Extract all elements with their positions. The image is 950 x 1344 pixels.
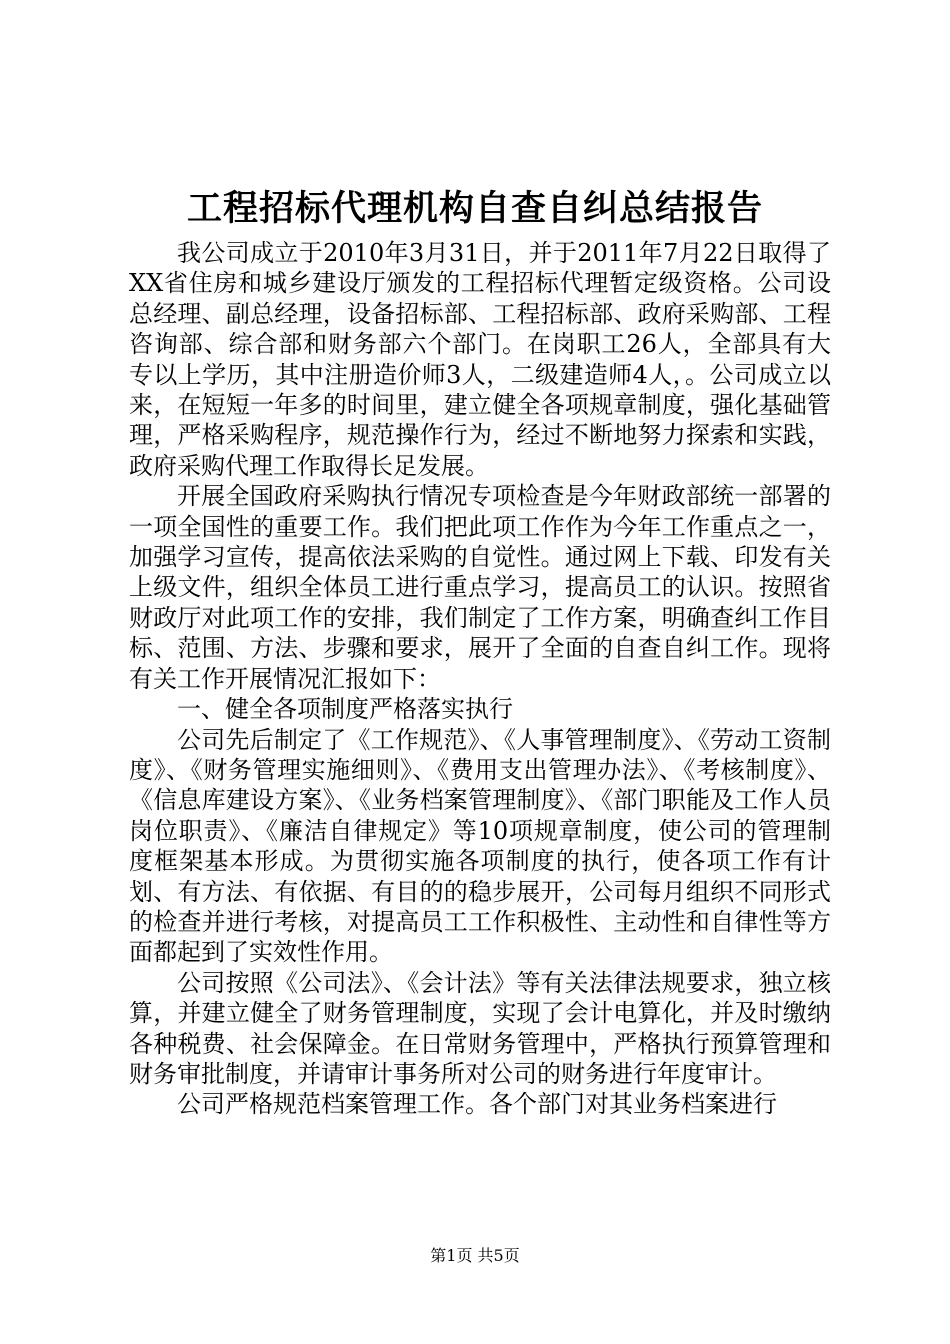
paragraph-finance: 公司按照《公司法》、《会计法》等有关法律法规要求，独立核算，并建立健全了财务管理制度，实现了会计电算化，并及时缴纳各种税费、社会保障金。在日常财务管理中，严格执行预算管理和财务审批制度，并请审计事务所对公司的财务进行年度审计。 (129, 968, 831, 1088)
paragraph-regulations: 公司先后制定了《工作规范》、《人事管理制度》、《劳动工资制度》、《财务管理实施细则》、《费用支出管理办法》、《考核制度》、《信息库建设方案》、《业务档案管理制度》、《部门职能及工作人员岗位职责》、《廉洁自律规定》等10项规章制度，使公司的管理制度框架基本形成。为贯彻实施各项制度的执行，使各项工作有计划、有方法、有依据、有目的的稳步展开，公司每月组织不同形式的检查并进行考核，对提高员工工作积极性、主动性和自律性等方面都起到了实效性作用。 (129, 725, 831, 967)
paragraph-archives: 公司严格规范档案管理工作。各个部门对其业务档案进行 (177, 1090, 777, 1119)
section-heading-1: 一、健全各项制度严格落实执行 (177, 695, 513, 724)
document-title: 工程招标代理机构自查自纠总结报告 (186, 188, 763, 229)
paragraph-inspection-background: 开展全国政府采购执行情况专项检查是今年财政部统一部署的一项全国性的重要工作。我们把此项工作作为今年工作重点之一，加强学习宣传，提高依法采购的自觉性。通过网上下载、印发有关上级文件，组织全体员工进行重点学习，提高员工的认识。按照省财政厅对此项工作的安排，我们制定了工作方案，明确查纠工作目标、范围、方法、步骤和要求，展开了全面的自查自纠工作。现将有关工作开展情况汇报如下： (129, 482, 831, 693)
paragraph-company-overview: 我公司成立于2010年3月31日，并于2011年7月22日取得了XX省住房和城乡建设厅颁发的工程招标代理暂定级资格。公司设总经理、副总经理，设备招标部、工程招标部、政府采购部、工程咨询部、综合部和财务部六个部门。在岗职工26人，全部具有大专以上学历，其中注册造价师3人，二级建造师4人，。公司成立以来，在短短一年多的时间里，建立健全各项规章制度，强化基础管理，严格采购程序，规范操作行为，经过不断地努力探索和实践，政府采购代理工作取得长足发展。 (129, 239, 831, 480)
page-footer: 第1页 共5页 (430, 1246, 520, 1265)
document-body (129, 238, 831, 1120)
